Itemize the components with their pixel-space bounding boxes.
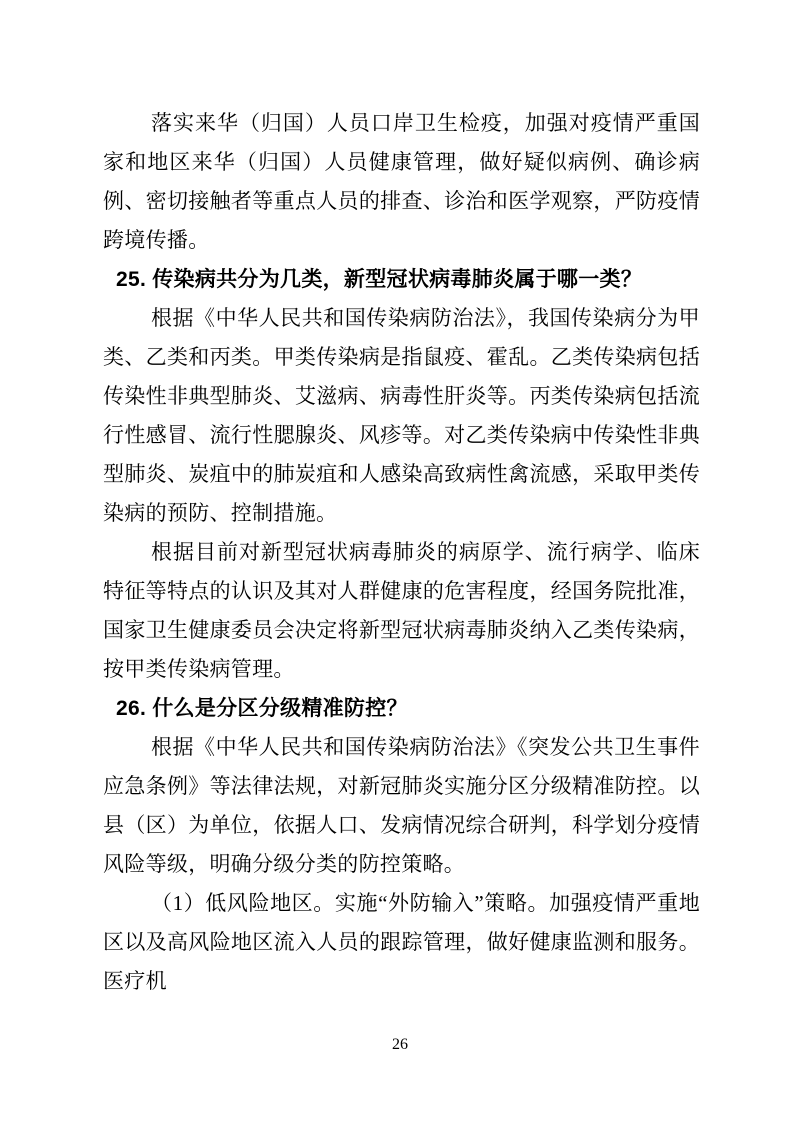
paragraph-infectious-disease-classes: 根据《中华人民共和国传染病防治法》，我国传染病分为甲类、乙类和丙类。甲类传染病是指鼠疫、霍乱。乙类传染病包括传染性非典型肺炎、艾滋病、病毒性肝炎等。丙类传染病包括流行性感冒、流行性腮腺炎、风疹等。对乙类传染病中传染性非典型肺炎、炭疽中的肺炭疽和人感染高致病性禽流感，采取甲类传染病的预防、控制措施。: [103, 306, 700, 525]
question-heading-25: 25. 传染病共分为几类，新型冠状病毒肺炎属于哪一类？: [116, 268, 643, 291]
page-number: 26: [392, 1036, 408, 1053]
paragraph-zoned-tiered-control: 根据《中华人民共和国传染病防治法》《突发公共卫生事件应急条例》等法律法规，对新冠肺炎实施分区分级精准防控。以县（区）为单位，依据人口、发病情况综合研判，科学划分疫情风险等级，明确分级分类的防控策略。: [103, 735, 700, 876]
page-content: [103, 104, 700, 1001]
paragraph-border-quarantine: 落实来华（归国）人员口岸卫生检疫，加强对疫情严重国家和地区来华（归国）人员健康管理，做好疑似病例、确诊病例、密切接触者等重点人员的排查、诊治和医学观察，严防疫情跨境传播。: [103, 111, 700, 252]
paragraph-low-risk-area: （1）低风险地区。实施“外防输入”策略。加强疫情严重地区以及高风险地区流入人员的跟踪管理，做好健康监测和服务。医疗机: [103, 891, 700, 993]
paragraph-class-b-management: 根据目前对新型冠状病毒肺炎的病原学、流行病学、临床特征等特点的认识及其对人群健康的危害程度，经国务院批准，国家卫生健康委员会决定将新型冠状病毒肺炎纳入乙类传染病，按甲类传染病管理。: [103, 540, 700, 681]
question-heading-26: 26. 什么是分区分级精准防控？: [116, 697, 408, 720]
